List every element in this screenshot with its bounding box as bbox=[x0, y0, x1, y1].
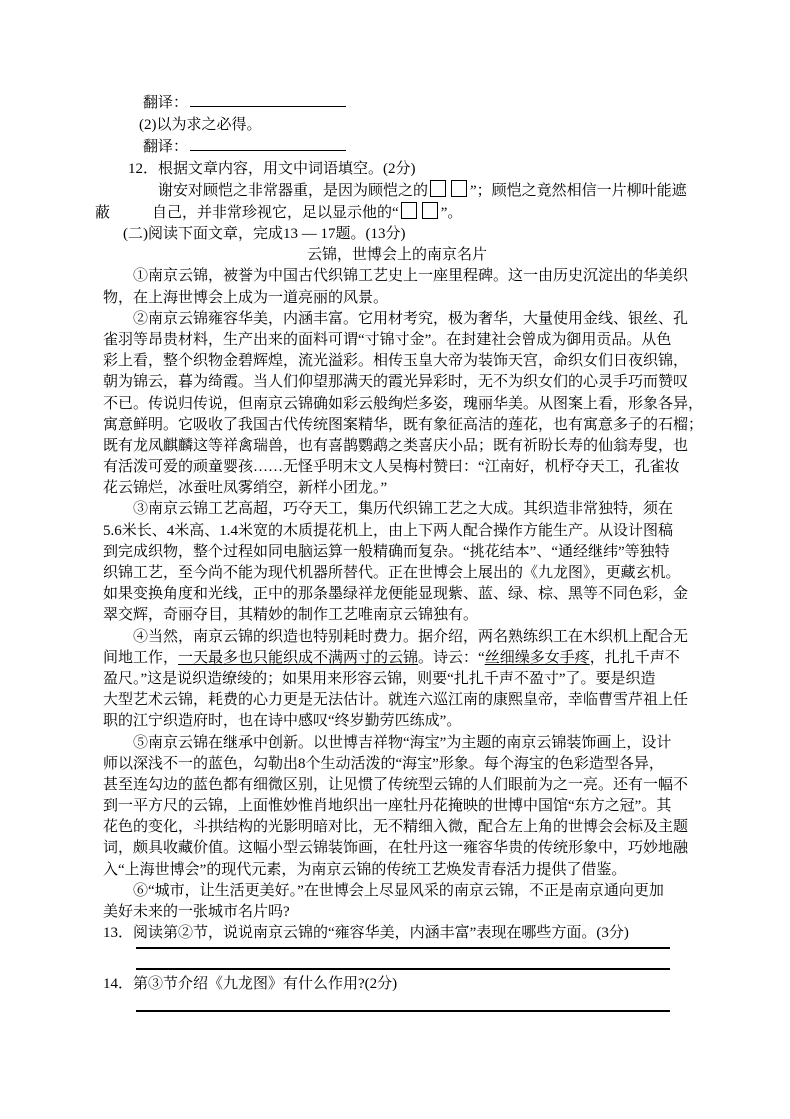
text-line: ②南京云锦雍容华美，内涵丰富。它用材考究，极为奢华，大量使用金线、银丝、孔 bbox=[133, 310, 689, 327]
question-14: 14．第③节介绍《九龙图》有什么作用?(2分) bbox=[103, 976, 398, 992]
article-title: 云锦，世博会上的南京名片 bbox=[306, 247, 487, 264]
fill-blank-line-1: 谢安对顾恺之非常器重，是因为顾恺之的 ”；顾恺之竟然相信一片柳叶能遮 bbox=[158, 180, 691, 202]
text-line: 如果变换角度和光线，正中的那条墨绿祥龙便能显现紫、蓝、绿、棕、黑等不同色彩，金 bbox=[103, 586, 689, 603]
text-line: 花云锦烂，冰蚕吐凤雾绡空，新样小团龙。” bbox=[103, 480, 388, 497]
text-line: ⑥“城市，让生活更美好。”在世博会上尽显风采的南京云锦，不正是南京通向更加 bbox=[133, 882, 664, 899]
underlined-phrase: 丝细缲多女手疼 bbox=[484, 649, 590, 666]
text-line: 寓意鲜明。它吸收了我国古代传统图案精华，既有象征高洁的莲花，也有寓意多子的石榴； bbox=[103, 416, 704, 433]
text-line: 到一平方尺的云锦，上面惟妙惟肖地织出一座牡丹花掩映的世博中国馆“东方之冠”。其 bbox=[103, 798, 672, 815]
answer-line bbox=[136, 1010, 670, 1012]
sentence-item-2: (2)以为求之必得。 bbox=[139, 117, 262, 133]
text-line: 雀羽等昂贵材料，生产出来的面料可谓“寸锦寸金”。在封建社会曾成为御用贡品。从色 bbox=[103, 331, 672, 348]
text-line: 美好未来的一张城市名片吗? bbox=[103, 904, 290, 920]
question-12: 12．根据文章内容，用文中词语填空。(2分) bbox=[128, 161, 416, 177]
question-13: 13．阅读第②节，说说南京云锦的“雍容华美，内涵丰富”表现在哪些方面。(3分) bbox=[103, 925, 629, 942]
translate-line-1 bbox=[143, 92, 691, 114]
text-line: 不已。传说归传说，但南京云锦确如彩云般绚烂多姿，瑰丽华美。从图案上看，形象各异， bbox=[103, 395, 704, 412]
text-line: 词，颇具收藏价值。这幅小型云锦装饰画，在牡丹这一雍容华贵的传统形象中，巧妙地融 bbox=[103, 840, 689, 857]
answer-blank-underline bbox=[190, 93, 346, 107]
translate-line-2 bbox=[143, 136, 691, 158]
text-line: 翠交辉，奇丽夺目，其精妙的制作工艺唯南京云锦独有。 bbox=[103, 607, 479, 624]
text-line: 入“上海世博会”的现代元素，为南京云锦的传统工艺焕发青春活力提供了借鉴。 bbox=[103, 861, 627, 878]
answer-blank-underline bbox=[190, 137, 346, 151]
text-line: 彩上看，整个织物金碧辉煌，流光溢彩。相传玉皇大帝为装饰天宫，命织女们日夜织锦， bbox=[103, 353, 689, 370]
text-line: ①南京云锦，被誉为中国古代织锦工艺史上一座里程碑。这一由历史沉淀出的华美织 bbox=[133, 268, 689, 285]
translate-label: 翻译： bbox=[143, 95, 189, 111]
underlined-phrase: 一天最多也只能织成不满两寸的云锦 bbox=[178, 649, 419, 666]
text-line: 间地工作，一天最多也只能织成不满两寸的云锦。诗云：“丝细缲多女手疼，扎扎千声不 bbox=[103, 649, 680, 666]
text-line: 到完成织物，整个过程如同电脑运算一般精确而复杂。“挑花结本”、“通经继纬”等独特 bbox=[103, 543, 670, 560]
answer-line bbox=[136, 947, 670, 949]
text-line: 织锦工艺，至今尚不能为现代机器所替代。正在世博会上展出的《九龙图》，更藏玄机。 bbox=[103, 565, 681, 581]
answer-line bbox=[136, 968, 670, 970]
text-line: 师以深浅不一的蓝色，勾勒出8个生动活泼的“海宝”形象。每个海宝的色彩造型各异， bbox=[103, 755, 664, 772]
section-header: (二)阅读下面文章，完成13 — 17题。(13分) bbox=[123, 226, 406, 242]
text-line: 朝为锦云，暮为绮霞。当人们仰望那满天的霞光异彩时，无不为织女们的心灵手巧而赞叹 bbox=[103, 374, 689, 391]
text-line: 大型艺术云锦，耗费的心力更是无法估计。就连六巡江南的康熙皇帝，幸临曹雪芹祖上任 bbox=[103, 692, 689, 709]
text-line: ④当然，南京云锦的织造也特别耗时费力。据介绍，两名熟练织工在木织机上配合无 bbox=[133, 628, 689, 645]
text-line: ⑤南京云锦在继承中创新。以世博吉祥物“海宝”为主题的南京云锦装饰画上，设计 bbox=[133, 734, 672, 751]
text-line: 有活泼可爱的顽童婴孩……无怪乎明末文人吴梅村赞曰：“江南好，机杼夺天工，孔雀妆 bbox=[103, 459, 680, 476]
text-line: 既有龙凤麒麟这等祥禽瑞兽，也有喜鹊鹦鹉之类喜庆小品；既有祈盼长寿的仙翁寿叟，也 bbox=[103, 437, 689, 454]
text-line: 甚至连勾边的蓝色都有细微区别，让见惯了传统型云锦的人们眼前为之一亮。还有一幅不 bbox=[103, 776, 689, 793]
fill-in-box bbox=[451, 180, 467, 197]
text-line: 职的江宁织造府时，也在诗中感叹“终岁勤劳匹练成”。 bbox=[103, 713, 462, 730]
fill-in-box bbox=[430, 180, 446, 197]
text-line: 花色的变化，斗拱结构的光影明暗对比，无不精细入微，配合左上角的世博会会标及主题 bbox=[103, 819, 689, 836]
fill-blank-line-2: 蔽 自己，并非常珍视它，足以显示他的“ ”。 bbox=[95, 202, 691, 224]
text-line: 物，在上海世博会上成为一道亮丽的风景。 bbox=[103, 289, 389, 306]
text-line: 5.6米长、4米高、1.4米宽的木质提花机上，由上下两人配合操作方能生产。从设计图稿 bbox=[103, 522, 674, 539]
fill-in-box bbox=[401, 202, 417, 219]
document-page bbox=[95, 92, 704, 944]
text-line: ③南京云锦工艺高超，巧夺天工，集历代织锦工艺之大成。其织造非常独特，须在 bbox=[133, 501, 674, 518]
translate-label: 翻译： bbox=[143, 139, 189, 155]
text-line: 盈尺。”这是说织造缭绫的；如果用来形容云锦，则要“扎扎千声不盈寸”了。要是织造 bbox=[103, 670, 656, 687]
fill-in-box bbox=[422, 202, 438, 219]
